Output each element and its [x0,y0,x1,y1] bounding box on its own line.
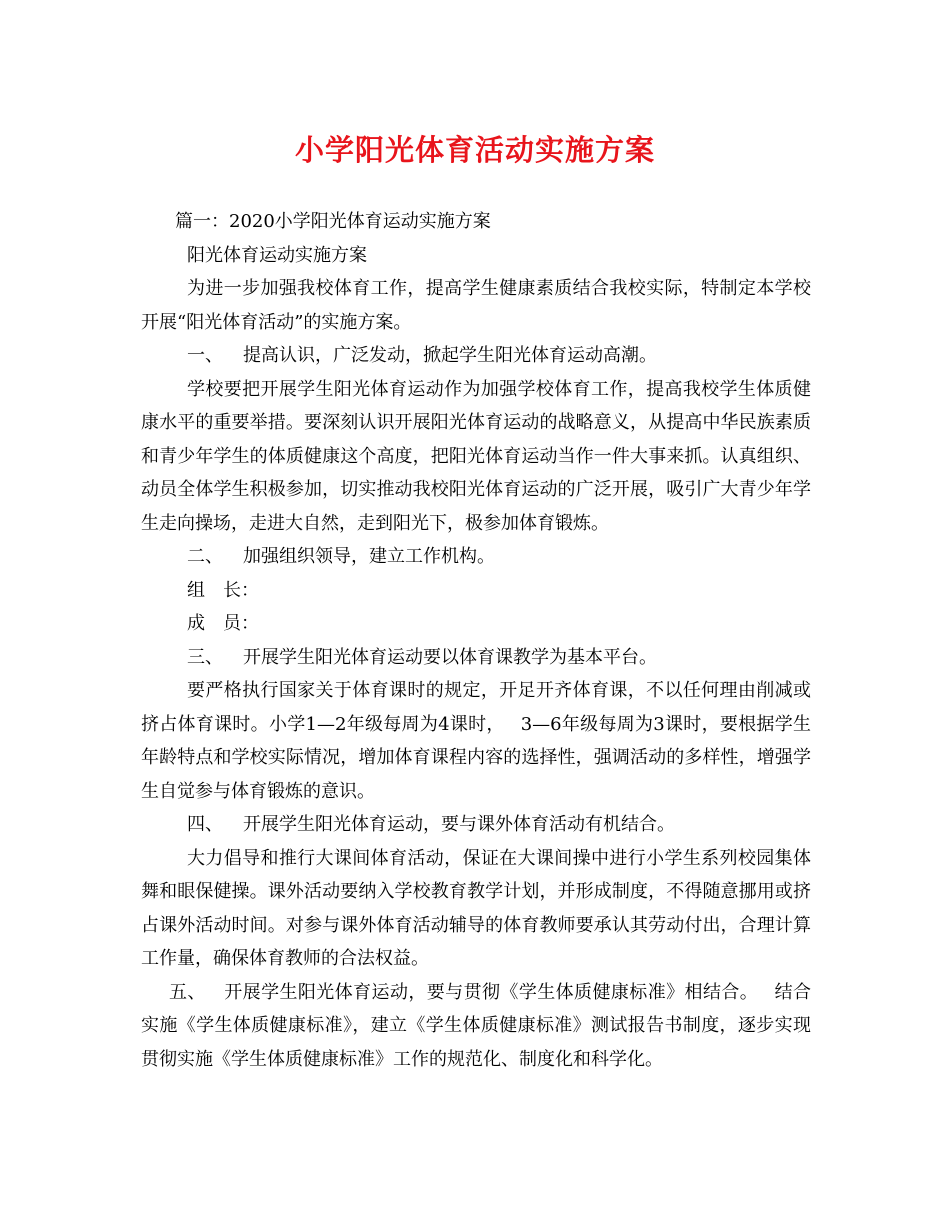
section-heading-3 [141,641,811,675]
leader-label-a: 组 [187,579,205,601]
paragraph-text-a: 要严格执行国家关于体育课时的规定，开足开齐体育课，不以任何理由削减或挤占体育课时。小学1—2年级每周为4课时， [141,680,811,735]
section-number: 三、 [187,646,223,668]
paragraph-text: 结合实施《学生体质健康标准》，建立《学生体质健康标准》测试报告书制度，逐步实现贯彻实施《学生体质健康标准》工作的规范化、制度化和科学化。 [141,981,812,1070]
section-heading-text: 提高认识，广泛发动，掀起学生阳光体育运动高潮。 [243,345,657,366]
section-number: 一、 [187,345,223,366]
paragraph-3 [141,842,811,976]
section-heading-2 [141,540,811,574]
subtitle [141,239,811,273]
subtitle-text: 阳光体育运动实施方案 [187,244,367,266]
paragraph-text: 大力倡导和推行大课间体育活动，保证在大课间操中进行小学生系列校园集体舞和眼保健操。课外活动要纳入学校教育教学计划，并形成制度，不得随意挪用或挤占课外活动时间。对参与课外体育活动辅导的体育教师要承认其劳动付出，合理计算工作量，确保体育教师的合法权益。 [141,847,811,969]
section-heading-1 [141,339,811,373]
intro-text: 为进一步加强我校体育工作，提高学生健康素质结合我校实际，特制定本学校开展“阳光体育活动”的实施方案。 [141,278,811,333]
article-heading [141,205,811,239]
section-heading-text: 开展学生阳光体育运动，要与课外体育活动有机结合。 [243,814,675,835]
section-5-paragraph [141,976,811,1077]
paragraph-2 [141,674,811,808]
member-label-a: 成 [187,613,205,634]
section-number: 二、 [187,546,223,567]
member-line [141,607,811,641]
paragraph-text-b: 3—6年级每周为3课时，要根据学生年龄特点和学校实际情况，增加体育课程内容的选择性，强调活动的多样性，增强学生自觉参与体育锻炼的意识。 [141,713,811,802]
paragraph-1 [141,373,811,541]
section-number: 四、 [187,814,223,835]
section-heading-text: 开展学生阳光体育运动，要与贯彻《学生体质健康标准》相结合。 [223,981,759,1003]
document-body [141,205,811,1076]
intro-paragraph [141,272,811,339]
document-title: 小学阳光体育活动实施方案 [294,133,655,167]
member-label-b: 员： [223,613,259,634]
section-heading-text: 开展学生阳光体育运动要以体育课教学为基本平台。 [243,646,657,668]
section-heading-text: 加强组织领导，建立工作机构。 [243,546,495,567]
section-heading-4 [141,808,811,842]
paragraph-text: 学校要把开展学生阳光体育运动作为加强学校体育工作，提高我校学生体质健康水平的重要举措。要深刻认识开展阳光体育运动的战略意义，从提高中华民族素质和青少年学生的体质健康这个高度，把阳光体育运动当作一件大事来抓。认真组织、动员全体学生积极参加，切实推动我校阳光体育运动的广泛开展，吸引广大青少年学生走向操场，走进大自然，走到阳光下，极参加体育锻炼。 [141,378,811,534]
leader-label-b: 长： [223,579,259,601]
leader-line [141,574,811,608]
article-heading-text: 篇一：2020小学阳光体育运动实施方案 [175,211,491,232]
section-number: 五、 [169,981,206,1003]
